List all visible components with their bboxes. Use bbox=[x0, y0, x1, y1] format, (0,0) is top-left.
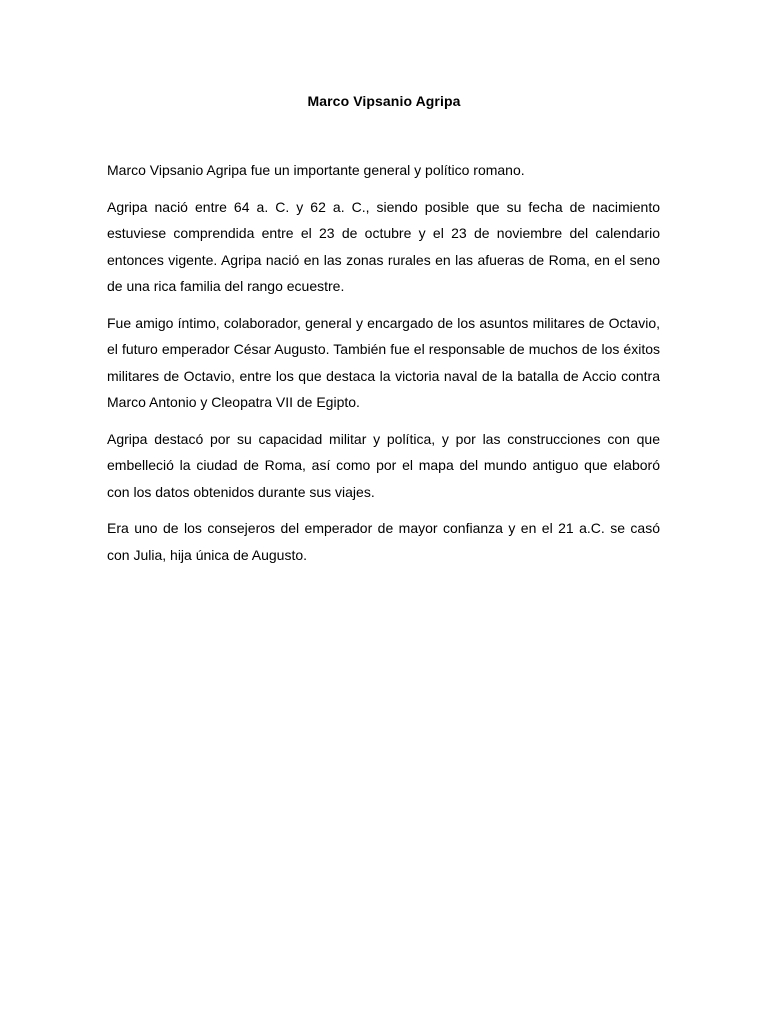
paragraph-intro: Marco Vipsanio Agripa fue un importante general y político romano. bbox=[107, 162, 525, 178]
paragraph-career: Fue amigo íntimo, colaborador, general y encargado de los asuntos militares de Octavio, el futuro emperador César Augusto. También fue el responsable de muchos de los éxitos militares de Octavio, entre los que destaca la victoria naval de la batalla de Accio contra Marco Antonio y Cleopatra VII de Egipto. bbox=[107, 314, 660, 410]
document-body bbox=[107, 157, 660, 578]
paragraph-achievements: Agripa destacó por su capacidad militar y política, y por las construcciones con que embelleció la ciudad de Roma, así como por el mapa del mundo antiguo que elaboró con los datos obtenidos durante sus viajes. bbox=[107, 430, 660, 500]
paragraph-birth: Agripa nació entre 64 a. C. y 62 a. C., siendo posible que su fecha de nacimiento estuviese comprendida entre el 23 de octubre y el 23 de noviembre del calendario entonces vigente. Agripa nació en las zonas rurales en las afueras de Roma, en el seno de una rica familia del rango ecuestre. bbox=[107, 198, 660, 294]
paragraph-marriage: Era uno de los consejeros del emperador de mayor confianza y en el 21 a.C. se casó con Julia, hija única de Augusto. bbox=[107, 520, 660, 563]
document-title: Marco Vipsanio Agripa bbox=[307, 93, 461, 109]
